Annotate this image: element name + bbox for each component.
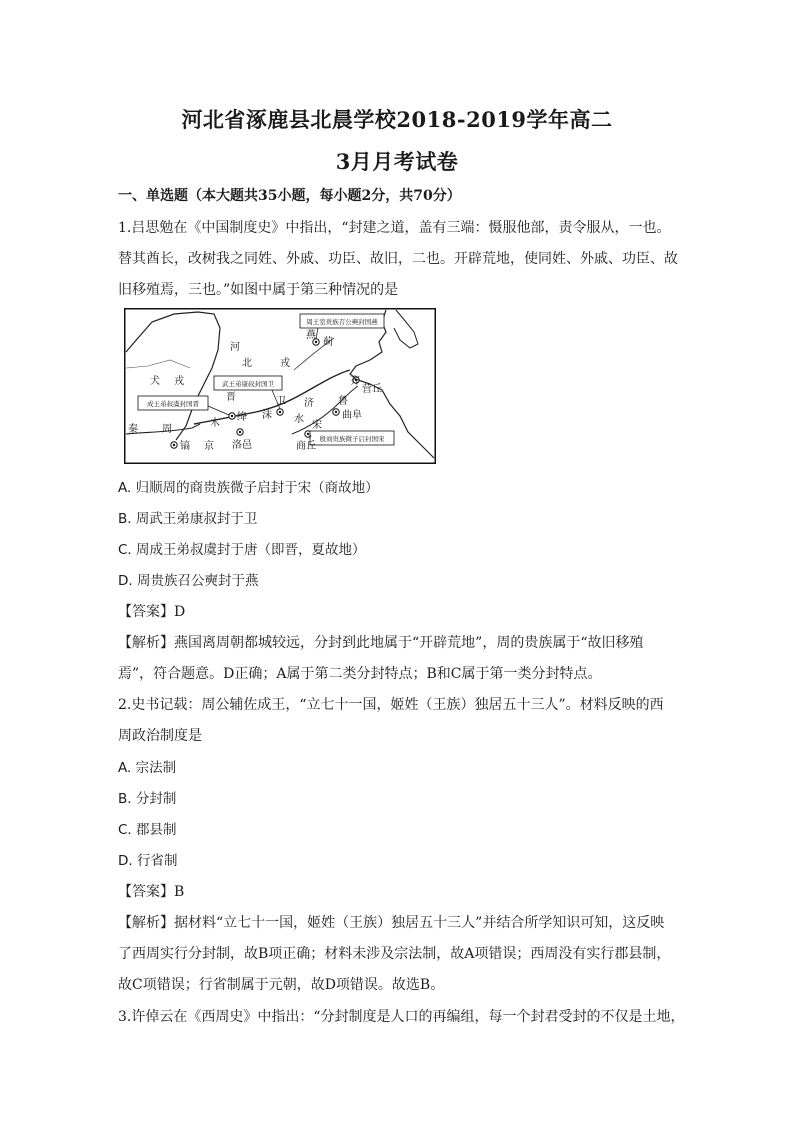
q2-option-b: B. 分封制 — [118, 791, 177, 807]
map-label: 曲阜 — [342, 410, 362, 421]
map-label: 镐 — [180, 441, 190, 452]
map-label: 北 — [242, 358, 252, 369]
map-label: 沫 — [262, 410, 272, 421]
q2-analysis-line: 故C项错误；行省制属于元朝，故D项错误。故选B。 — [118, 977, 445, 993]
map-label: 水 — [294, 414, 304, 425]
western-zhou-fiefs-map — [124, 308, 436, 464]
map-label: 河 — [230, 342, 240, 353]
q1-answer: 【答案】D — [118, 604, 186, 620]
q2-analysis-line: 了西周实行分封制，故B项正确；材料未涉及宗法制，故A项错误；西周没有实行郡县制， — [118, 946, 671, 962]
map-box-song: 殷商贵族微子启封国宋 — [319, 435, 385, 443]
map-label: 济 — [304, 398, 314, 409]
q2-stem-line: 周政治制度是 — [118, 728, 202, 744]
q1-stem-line: 1.吕思勉在《中国制度史》中指出，“封建之道，盖有三端：慑服他部，责令服从，一也。 — [118, 220, 671, 236]
map-label: 蓟 — [323, 337, 333, 348]
map-box-wei: 武王弟康叔封国卫 — [222, 380, 274, 388]
q2-stem-line: 2.史书记载：周公辅佐成王，“立七十一国，姬姓（王族）独居五十三人”。材料反映的西 — [118, 697, 664, 713]
map-label: 京 — [204, 441, 214, 452]
map-label: 鲁 — [338, 396, 348, 407]
q2-answer: 【答案】B — [118, 884, 185, 900]
q2-option-c: C. 郡县制 — [118, 822, 177, 838]
map-label: 营丘 — [362, 384, 382, 395]
q2-analysis-line: 【解析】据材料“立七十一国，姬姓（王族）独居五十三人”并结合所学知识可知，这反映 — [118, 915, 665, 931]
q1-analysis-line: 【解析】燕国离周朝都城较远，分封到此地属于“开辟荒地”，周的贵族属于“故旧移殖 — [118, 635, 644, 651]
map-label: 宋 — [312, 420, 322, 431]
map-label: 木 — [210, 418, 220, 429]
map-label: 戎 — [280, 358, 290, 369]
map-box-yan: 周王室贵族召公奭封国燕 — [306, 318, 378, 326]
section-heading: 一、单选题（本大题共35小题，每小题2分，共70分） — [118, 188, 461, 204]
map-label: 卫 — [276, 396, 286, 407]
q1-analysis-line: 焉”，符合题意。D正确；A属于第二类分封特点；B和C属于第一类分封特点。 — [118, 666, 602, 682]
map-label: 晋 — [226, 392, 236, 403]
map-label: 犬 — [150, 376, 160, 387]
page-title: 河北省涿鹿县北晨学校2018-2019学年高二 — [181, 107, 613, 132]
map-label: 周 — [162, 424, 172, 435]
q2-option-a: A. 宗法制 — [118, 760, 177, 776]
map-label: 商丘 — [296, 441, 316, 452]
q3-stem-line: 3.许倬云在《西周史》中指出：“分封制度是人口的再编组，每一个封君受封的不仅是土地， — [118, 1009, 685, 1025]
map-box-jin: 成王弟叔虞封国晋 — [147, 400, 199, 408]
q1-option-b: B. 周武王弟康叔封于卫 — [118, 511, 258, 527]
map-label: 绛 — [237, 412, 247, 423]
map-label: 燕 — [306, 330, 316, 341]
q1-option-c: C. 周成王弟叔虞封于唐（即晋，夏故地） — [118, 542, 366, 558]
q1-stem-line: 旧移殖焉，三也。”如图中属于第三种情况的是 — [118, 282, 399, 298]
page-subtitle: 3月月考试卷 — [335, 149, 459, 174]
q2-option-d: D. 行省制 — [118, 853, 178, 869]
map-label: 戎 — [174, 376, 184, 387]
map-label: 洛邑 — [232, 440, 252, 451]
q1-option-a: A. 归顺周的商贵族微子启封于宋（商故地） — [118, 480, 379, 496]
q1-option-d: D. 周贵族召公奭封于燕 — [118, 573, 259, 589]
map-label: 秦 — [128, 424, 138, 435]
map-label: 齐 — [350, 376, 360, 387]
q1-stem-line: 替其酋长，改树我之同姓、外戚、功臣、故旧，二也。开辟荒地，使同姓、外戚、功臣、故 — [118, 251, 678, 267]
